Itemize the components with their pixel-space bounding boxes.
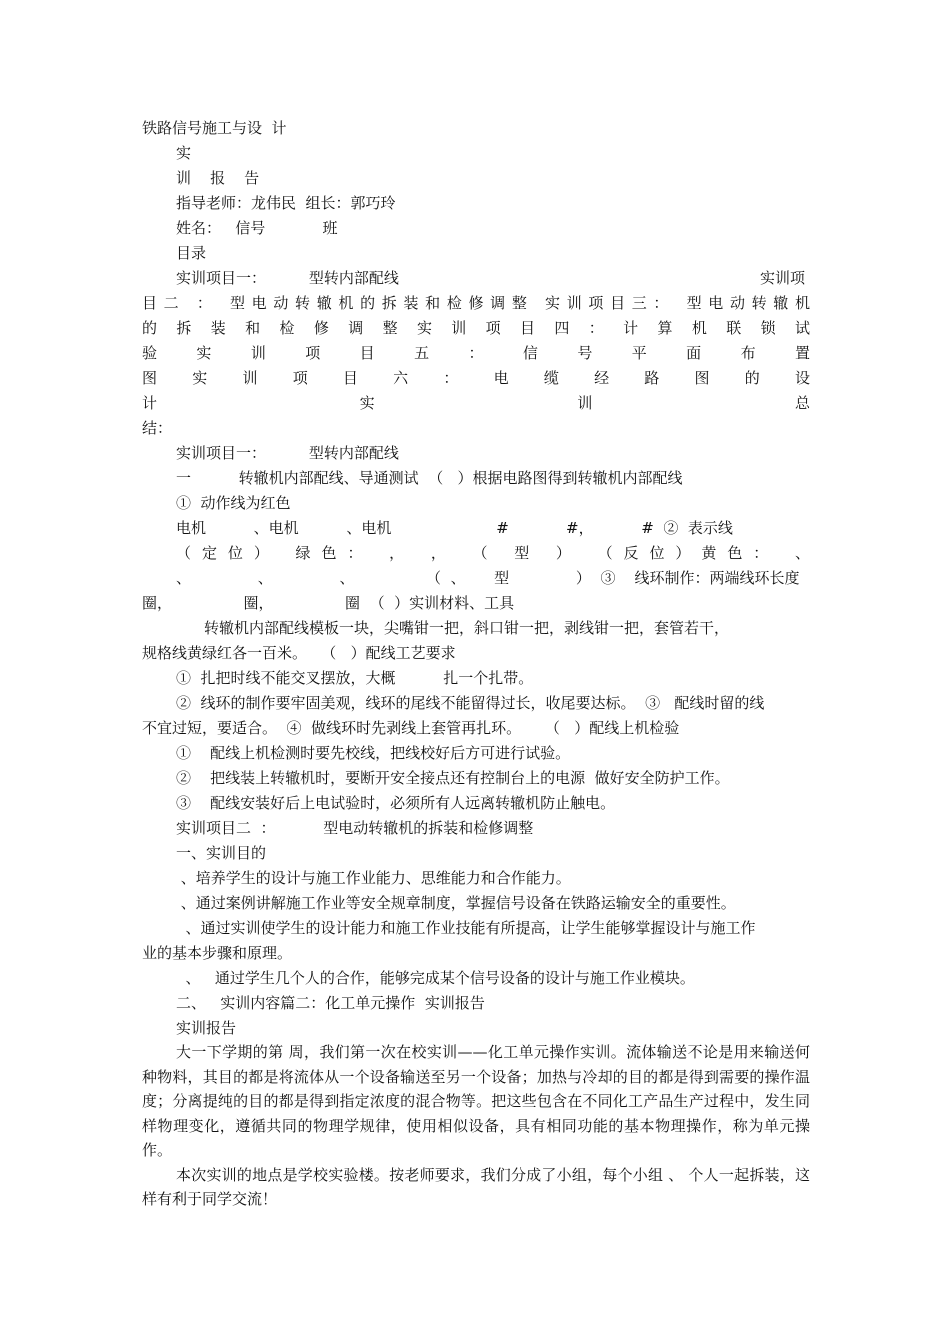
- body-line: ① 动作线为红色: [176, 494, 291, 512]
- body-line: 、 通过学生几个人的合作，能够完成某个信号设备的设计与施工作业模块。: [176, 969, 695, 987]
- section-heading: 实训项目二 ： 型电动转辙机的拆装和检修调整: [176, 819, 534, 837]
- body-line: ② 把线装上转辙机时，要断开安全接点还有控制台上的电源 做好安全防护工作。: [176, 769, 730, 787]
- toc-line: 验 实 训 项 目 五 ： 信 号 平 面 布 置: [142, 344, 810, 362]
- body-line: 、通过案例讲解施工作业等安全规章制度，掌握信号设备在铁路运输安全的重要性。: [176, 894, 736, 912]
- paragraph: 大一下学期的第 周，我们第一次在校实训——化工单元操作实训。流体输送不论是用来输送何种物料，其目的都是将流体从一个设备输送至另一个设备；加热与冷却的目的都是得到需要的操作温度；分离提纯的目的都是得到指定浓度的混合物等。把这些包含在不同化工产品生产过程中，发生同样物理变化，遵循共同的物理学规律，使用相似设备，具有相同功能的基本物理操作，称为单元操作。: [142, 1043, 810, 1159]
- body-line: 一 转辙机内部配线、导通测试 （ ）根据电路图得到转辙机内部配线: [176, 469, 683, 487]
- toc-item-1: 实训项目一： 型转内部配线: [176, 269, 399, 287]
- report-subtitle: 实训报告: [176, 1019, 237, 1037]
- toc-heading: 目录: [176, 244, 207, 262]
- body-line: ② 线环的制作要牢固美观，线环的尾线不能留得过长，收尾要达标。 ③ 配线时留的线: [176, 694, 765, 712]
- body-line: 一、实训目的: [176, 844, 267, 862]
- section-heading: 实训项目一： 型转内部配线: [176, 444, 399, 462]
- body-line: ① 扎把时线不能交叉摆放，大概 扎一个扎带。: [176, 669, 534, 687]
- body-line: ③ 配线安装好后上电试验时，必须所有人远离转辙机防止触电。: [176, 794, 616, 812]
- body-line: 、通过实训使学生的设计能力和施工作业技能有所提高，让学生能够掌握设计与施工作: [176, 919, 756, 937]
- body-line: 规格线黄绿红各一百米。 （ ）配线工艺要求: [142, 644, 456, 662]
- body-line: （定位） 绿色： ， ， （ 型 ） （反位）黄色： 、: [176, 544, 810, 562]
- name-line: 姓名： 信号 班: [176, 219, 338, 237]
- toc-line: 图 实 训 项 目 六 ： 电 缆 经 路 图 的 设: [142, 369, 810, 387]
- body-line: 、 、 、 （ 、 型 ） ③ 线环制作：两端线环长度: [176, 569, 800, 587]
- body-line: 转辙机内部配线模板一块，尖嘴钳一把，斜口钳一把，剥线钳一把，套管若干，: [204, 619, 730, 637]
- toc-line-end: 结：: [142, 419, 173, 437]
- doc-title: 铁路信号施工与设 计: [142, 119, 287, 137]
- paragraph: 本次实训的地点是学校实验楼。按老师要求，我们分成了小组，每个小组 、 个人一起拆装，这样有利于同学交流！: [142, 1165, 810, 1208]
- body-line: 圈， 圈， 圈 （ ）实训材料、工具: [142, 594, 515, 612]
- toc-line: 目二 ： 型电动转辙机的拆装和检修调整 实训项目三： 型电动转辙机: [142, 294, 810, 312]
- report-heading-1: 实: [176, 144, 192, 162]
- body-line: 电机 、电机 、电机 # #， # ② 表示线: [176, 519, 733, 537]
- instructor-line: 指导老师：龙伟民 组长：郭巧玲: [176, 194, 396, 212]
- body-line: 业的基本步骤和原理。: [142, 944, 293, 962]
- report-heading-2: 训 报 告: [176, 169, 260, 187]
- body-line: 不宜过短，要适合。 ④ 做线环时先剥线上套管再扎环。 （ ）配线上机检验: [142, 719, 680, 737]
- toc-line: 计 实 训 总: [142, 394, 810, 412]
- body-line: 、培养学生的设计与施工作业能力、思维能力和合作能力。: [176, 869, 571, 887]
- toc-line: 的 拆 装 和 检 修 调 整 实 训 项 目 四 ： 计 算 机 联 锁 试: [142, 319, 810, 337]
- body-paragraphs: [142, 1040, 810, 1212]
- toc-item-2-start: 实训项: [760, 269, 806, 287]
- body-line: 二、 实训内容篇二：化工单元操作 实训报告: [176, 994, 485, 1012]
- body-line: ① 配线上机检测时要先校线，把线校好后方可进行试验。: [176, 744, 571, 762]
